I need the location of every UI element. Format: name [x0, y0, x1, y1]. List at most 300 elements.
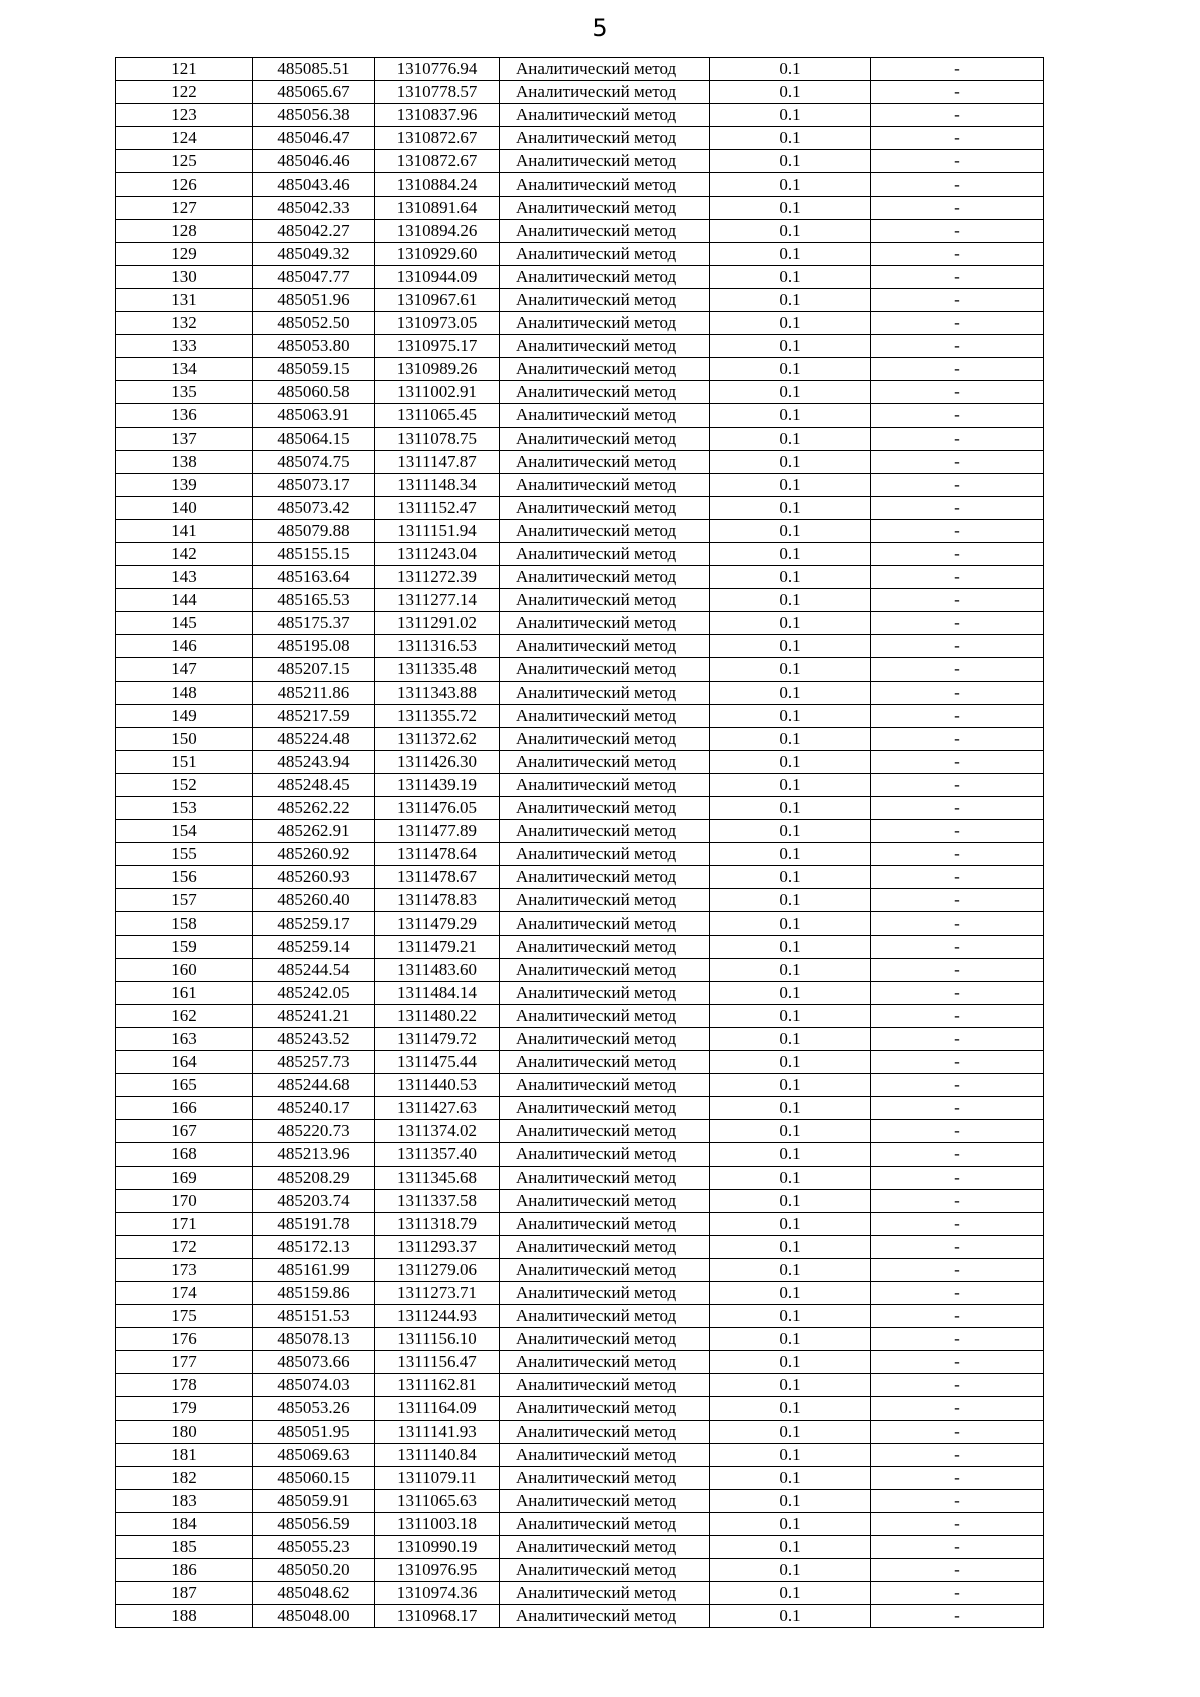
table-row: [116, 1443, 1044, 1466]
description-cell: -: [871, 473, 1044, 496]
method-cell: Аналитический метод: [500, 681, 710, 704]
point-number-cell: 121: [116, 58, 253, 81]
table-row: [116, 866, 1044, 889]
method-cell: Аналитический метод: [500, 820, 710, 843]
x-coordinate-cell: 485060.58: [253, 381, 375, 404]
accuracy-cell: 0.1: [710, 1605, 871, 1628]
point-number-cell: 152: [116, 773, 253, 796]
description-cell: -: [871, 1466, 1044, 1489]
y-coordinate-cell: 1310974.36: [375, 1582, 500, 1605]
description-cell: -: [871, 1027, 1044, 1050]
table-row: [116, 589, 1044, 612]
table-row: [116, 727, 1044, 750]
y-coordinate-cell: 1311478.67: [375, 866, 500, 889]
method-cell: Аналитический метод: [500, 866, 710, 889]
x-coordinate-cell: 485260.92: [253, 843, 375, 866]
method-cell: Аналитический метод: [500, 150, 710, 173]
accuracy-cell: 0.1: [710, 681, 871, 704]
y-coordinate-cell: 1311293.37: [375, 1235, 500, 1258]
point-number-cell: 182: [116, 1466, 253, 1489]
y-coordinate-cell: 1311479.72: [375, 1027, 500, 1050]
accuracy-cell: 0.1: [710, 1328, 871, 1351]
description-cell: -: [871, 265, 1044, 288]
description-cell: -: [871, 935, 1044, 958]
point-number-cell: 153: [116, 797, 253, 820]
point-number-cell: 173: [116, 1258, 253, 1281]
description-cell: -: [871, 219, 1044, 242]
x-coordinate-cell: 485049.32: [253, 242, 375, 265]
method-cell: Аналитический метод: [500, 265, 710, 288]
y-coordinate-cell: 1311483.60: [375, 958, 500, 981]
description-cell: -: [871, 612, 1044, 635]
point-number-cell: 166: [116, 1097, 253, 1120]
table-row: [116, 173, 1044, 196]
method-cell: Аналитический метод: [500, 127, 710, 150]
method-cell: Аналитический метод: [500, 219, 710, 242]
y-coordinate-cell: 1311316.53: [375, 635, 500, 658]
method-cell: Аналитический метод: [500, 1166, 710, 1189]
table-row: [116, 797, 1044, 820]
x-coordinate-cell: 485053.80: [253, 335, 375, 358]
accuracy-cell: 0.1: [710, 1027, 871, 1050]
method-cell: Аналитический метод: [500, 1305, 710, 1328]
point-number-cell: 172: [116, 1235, 253, 1258]
description-cell: -: [871, 288, 1044, 311]
table-row: [116, 519, 1044, 542]
description-cell: -: [871, 912, 1044, 935]
point-number-cell: 177: [116, 1351, 253, 1374]
y-coordinate-cell: 1311078.75: [375, 427, 500, 450]
accuracy-cell: 0.1: [710, 1582, 871, 1605]
description-cell: -: [871, 1420, 1044, 1443]
y-coordinate-cell: 1311156.47: [375, 1351, 500, 1374]
point-number-cell: 184: [116, 1512, 253, 1535]
description-cell: -: [871, 1189, 1044, 1212]
table-row: [116, 58, 1044, 81]
x-coordinate-cell: 485063.91: [253, 404, 375, 427]
accuracy-cell: 0.1: [710, 1235, 871, 1258]
x-coordinate-cell: 485213.96: [253, 1143, 375, 1166]
point-number-cell: 135: [116, 381, 253, 404]
accuracy-cell: 0.1: [710, 404, 871, 427]
point-number-cell: 185: [116, 1536, 253, 1559]
method-cell: Аналитический метод: [500, 1443, 710, 1466]
description-cell: -: [871, 1143, 1044, 1166]
description-cell: -: [871, 704, 1044, 727]
y-coordinate-cell: 1311484.14: [375, 981, 500, 1004]
accuracy-cell: 0.1: [710, 589, 871, 612]
point-number-cell: 181: [116, 1443, 253, 1466]
table-row: [116, 1166, 1044, 1189]
accuracy-cell: 0.1: [710, 797, 871, 820]
table-row: [116, 1305, 1044, 1328]
y-coordinate-cell: 1311244.93: [375, 1305, 500, 1328]
method-cell: Аналитический метод: [500, 589, 710, 612]
y-coordinate-cell: 1311345.68: [375, 1166, 500, 1189]
table-row: [116, 127, 1044, 150]
accuracy-cell: 0.1: [710, 219, 871, 242]
table-row: [116, 1466, 1044, 1489]
accuracy-cell: 0.1: [710, 1258, 871, 1281]
y-coordinate-cell: 1311152.47: [375, 496, 500, 519]
x-coordinate-cell: 485043.46: [253, 173, 375, 196]
description-cell: -: [871, 1051, 1044, 1074]
table-row: [116, 104, 1044, 127]
y-coordinate-cell: 1310968.17: [375, 1605, 500, 1628]
table-row: [116, 1212, 1044, 1235]
table-row: [116, 981, 1044, 1004]
description-cell: -: [871, 589, 1044, 612]
y-coordinate-cell: 1311162.81: [375, 1374, 500, 1397]
point-number-cell: 183: [116, 1489, 253, 1512]
y-coordinate-cell: 1310973.05: [375, 312, 500, 335]
x-coordinate-cell: 485243.94: [253, 750, 375, 773]
point-number-cell: 180: [116, 1420, 253, 1443]
method-cell: Аналитический метод: [500, 981, 710, 1004]
method-cell: Аналитический метод: [500, 1051, 710, 1074]
description-cell: -: [871, 242, 1044, 265]
point-number-cell: 187: [116, 1582, 253, 1605]
method-cell: Аналитический метод: [500, 658, 710, 681]
y-coordinate-cell: 1311372.62: [375, 727, 500, 750]
y-coordinate-cell: 1311151.94: [375, 519, 500, 542]
accuracy-cell: 0.1: [710, 150, 871, 173]
y-coordinate-cell: 1311291.02: [375, 612, 500, 635]
y-coordinate-cell: 1311243.04: [375, 542, 500, 565]
method-cell: Аналитический метод: [500, 727, 710, 750]
y-coordinate-cell: 1311477.89: [375, 820, 500, 843]
table-row: [116, 219, 1044, 242]
table-row: [116, 1074, 1044, 1097]
method-cell: Аналитический метод: [500, 1097, 710, 1120]
y-coordinate-cell: 1310975.17: [375, 335, 500, 358]
description-cell: -: [871, 1004, 1044, 1027]
table-row: [116, 196, 1044, 219]
point-number-cell: 150: [116, 727, 253, 750]
x-coordinate-cell: 485050.20: [253, 1559, 375, 1582]
description-cell: -: [871, 381, 1044, 404]
point-number-cell: 163: [116, 1027, 253, 1050]
point-number-cell: 141: [116, 519, 253, 542]
x-coordinate-cell: 485046.46: [253, 150, 375, 173]
y-coordinate-cell: 1310894.26: [375, 219, 500, 242]
accuracy-cell: 0.1: [710, 1420, 871, 1443]
method-cell: Аналитический метод: [500, 566, 710, 589]
description-cell: -: [871, 335, 1044, 358]
x-coordinate-cell: 485220.73: [253, 1120, 375, 1143]
method-cell: Аналитический метод: [500, 358, 710, 381]
description-cell: -: [871, 1605, 1044, 1628]
method-cell: Аналитический метод: [500, 473, 710, 496]
x-coordinate-cell: 485060.15: [253, 1466, 375, 1489]
x-coordinate-cell: 485047.77: [253, 265, 375, 288]
page-number: 5: [592, 14, 608, 42]
x-coordinate-cell: 485224.48: [253, 727, 375, 750]
y-coordinate-cell: 1311156.10: [375, 1328, 500, 1351]
accuracy-cell: 0.1: [710, 843, 871, 866]
y-coordinate-cell: 1311426.30: [375, 750, 500, 773]
point-number-cell: 171: [116, 1212, 253, 1235]
x-coordinate-cell: 485161.99: [253, 1258, 375, 1281]
description-cell: -: [871, 1489, 1044, 1512]
accuracy-cell: 0.1: [710, 542, 871, 565]
table-row: [116, 1004, 1044, 1027]
table-row: [116, 1097, 1044, 1120]
accuracy-cell: 0.1: [710, 1097, 871, 1120]
point-number-cell: 136: [116, 404, 253, 427]
table-row: [116, 958, 1044, 981]
method-cell: Аналитический метод: [500, 1004, 710, 1027]
accuracy-cell: 0.1: [710, 335, 871, 358]
x-coordinate-cell: 485244.54: [253, 958, 375, 981]
point-number-cell: 159: [116, 935, 253, 958]
method-cell: Аналитический метод: [500, 450, 710, 473]
accuracy-cell: 0.1: [710, 866, 871, 889]
x-coordinate-cell: 485048.00: [253, 1605, 375, 1628]
method-cell: Аналитический метод: [500, 912, 710, 935]
x-coordinate-cell: 485203.74: [253, 1189, 375, 1212]
x-coordinate-cell: 485046.47: [253, 127, 375, 150]
accuracy-cell: 0.1: [710, 1212, 871, 1235]
description-cell: -: [871, 1351, 1044, 1374]
x-coordinate-cell: 485073.17: [253, 473, 375, 496]
table-row: [116, 681, 1044, 704]
accuracy-cell: 0.1: [710, 519, 871, 542]
accuracy-cell: 0.1: [710, 1004, 871, 1027]
accuracy-cell: 0.1: [710, 58, 871, 81]
point-number-cell: 176: [116, 1328, 253, 1351]
y-coordinate-cell: 1310967.61: [375, 288, 500, 311]
y-coordinate-cell: 1310891.64: [375, 196, 500, 219]
point-number-cell: 145: [116, 612, 253, 635]
x-coordinate-cell: 485242.05: [253, 981, 375, 1004]
table-row: [116, 381, 1044, 404]
description-cell: -: [871, 173, 1044, 196]
x-coordinate-cell: 485244.68: [253, 1074, 375, 1097]
accuracy-cell: 0.1: [710, 889, 871, 912]
table-row: [116, 1397, 1044, 1420]
x-coordinate-cell: 485262.91: [253, 820, 375, 843]
method-cell: Аналитический метод: [500, 173, 710, 196]
method-cell: Аналитический метод: [500, 1397, 710, 1420]
description-cell: -: [871, 866, 1044, 889]
method-cell: Аналитический метод: [500, 843, 710, 866]
table-row: [116, 912, 1044, 935]
method-cell: Аналитический метод: [500, 1512, 710, 1535]
y-coordinate-cell: 1311273.71: [375, 1281, 500, 1304]
table-row: [116, 427, 1044, 450]
accuracy-cell: 0.1: [710, 981, 871, 1004]
point-number-cell: 169: [116, 1166, 253, 1189]
table-row: [116, 1258, 1044, 1281]
x-coordinate-cell: 485172.13: [253, 1235, 375, 1258]
table-row: [116, 1051, 1044, 1074]
x-coordinate-cell: 485073.66: [253, 1351, 375, 1374]
table-row: [116, 773, 1044, 796]
point-number-cell: 161: [116, 981, 253, 1004]
table-row: [116, 1420, 1044, 1443]
x-coordinate-cell: 485195.08: [253, 635, 375, 658]
x-coordinate-cell: 485042.33: [253, 196, 375, 219]
description-cell: -: [871, 1097, 1044, 1120]
table-row: [116, 612, 1044, 635]
x-coordinate-cell: 485159.86: [253, 1281, 375, 1304]
accuracy-cell: 0.1: [710, 912, 871, 935]
accuracy-cell: 0.1: [710, 658, 871, 681]
accuracy-cell: 0.1: [710, 935, 871, 958]
accuracy-cell: 0.1: [710, 450, 871, 473]
x-coordinate-cell: 485078.13: [253, 1328, 375, 1351]
x-coordinate-cell: 485056.38: [253, 104, 375, 127]
accuracy-cell: 0.1: [710, 1305, 871, 1328]
accuracy-cell: 0.1: [710, 1281, 871, 1304]
table-row: [116, 1582, 1044, 1605]
x-coordinate-cell: 485257.73: [253, 1051, 375, 1074]
y-coordinate-cell: 1310944.09: [375, 265, 500, 288]
table-row: [116, 1027, 1044, 1050]
x-coordinate-cell: 485211.86: [253, 681, 375, 704]
method-cell: Аналитический метод: [500, 58, 710, 81]
table-row: [116, 566, 1044, 589]
point-number-cell: 154: [116, 820, 253, 843]
description-cell: -: [871, 958, 1044, 981]
method-cell: Аналитический метод: [500, 312, 710, 335]
x-coordinate-cell: 485056.59: [253, 1512, 375, 1535]
accuracy-cell: 0.1: [710, 427, 871, 450]
x-coordinate-cell: 485059.91: [253, 1489, 375, 1512]
description-cell: -: [871, 1281, 1044, 1304]
table-row: [116, 889, 1044, 912]
y-coordinate-cell: 1310837.96: [375, 104, 500, 127]
x-coordinate-cell: 485074.75: [253, 450, 375, 473]
point-number-cell: 137: [116, 427, 253, 450]
description-cell: -: [871, 566, 1044, 589]
accuracy-cell: 0.1: [710, 958, 871, 981]
x-coordinate-cell: 485042.27: [253, 219, 375, 242]
table-row: [116, 1351, 1044, 1374]
point-number-cell: 127: [116, 196, 253, 219]
method-cell: Аналитический метод: [500, 427, 710, 450]
y-coordinate-cell: 1311164.09: [375, 1397, 500, 1420]
accuracy-cell: 0.1: [710, 1536, 871, 1559]
method-cell: Аналитический метод: [500, 1281, 710, 1304]
y-coordinate-cell: 1311427.63: [375, 1097, 500, 1120]
accuracy-cell: 0.1: [710, 750, 871, 773]
x-coordinate-cell: 485243.52: [253, 1027, 375, 1050]
y-coordinate-cell: 1310990.19: [375, 1536, 500, 1559]
x-coordinate-cell: 485163.64: [253, 566, 375, 589]
y-coordinate-cell: 1311355.72: [375, 704, 500, 727]
method-cell: Аналитический метод: [500, 104, 710, 127]
method-cell: Аналитический метод: [500, 1374, 710, 1397]
table-row: [116, 1235, 1044, 1258]
point-number-cell: 144: [116, 589, 253, 612]
method-cell: Аналитический метод: [500, 1258, 710, 1281]
x-coordinate-cell: 485059.15: [253, 358, 375, 381]
point-number-cell: 143: [116, 566, 253, 589]
y-coordinate-cell: 1311277.14: [375, 589, 500, 612]
x-coordinate-cell: 485259.17: [253, 912, 375, 935]
point-number-cell: 179: [116, 1397, 253, 1420]
description-cell: -: [871, 427, 1044, 450]
accuracy-cell: 0.1: [710, 312, 871, 335]
accuracy-cell: 0.1: [710, 820, 871, 843]
x-coordinate-cell: 485240.17: [253, 1097, 375, 1120]
method-cell: Аналитический метод: [500, 1120, 710, 1143]
y-coordinate-cell: 1311141.93: [375, 1420, 500, 1443]
point-number-cell: 138: [116, 450, 253, 473]
point-number-cell: 142: [116, 542, 253, 565]
x-coordinate-cell: 485064.15: [253, 427, 375, 450]
accuracy-cell: 0.1: [710, 104, 871, 127]
accuracy-cell: 0.1: [710, 288, 871, 311]
x-coordinate-cell: 485069.63: [253, 1443, 375, 1466]
description-cell: -: [871, 519, 1044, 542]
point-number-cell: 132: [116, 312, 253, 335]
accuracy-cell: 0.1: [710, 196, 871, 219]
x-coordinate-cell: 485065.67: [253, 81, 375, 104]
method-cell: Аналитический метод: [500, 1605, 710, 1628]
y-coordinate-cell: 1311479.29: [375, 912, 500, 935]
description-cell: -: [871, 635, 1044, 658]
table-row: [116, 473, 1044, 496]
description-cell: -: [871, 727, 1044, 750]
y-coordinate-cell: 1311335.48: [375, 658, 500, 681]
accuracy-cell: 0.1: [710, 1397, 871, 1420]
method-cell: Аналитический метод: [500, 935, 710, 958]
description-cell: -: [871, 773, 1044, 796]
point-number-cell: 123: [116, 104, 253, 127]
method-cell: Аналитический метод: [500, 1582, 710, 1605]
method-cell: Аналитический метод: [500, 635, 710, 658]
description-cell: -: [871, 1258, 1044, 1281]
description-cell: -: [871, 1120, 1044, 1143]
y-coordinate-cell: 1310929.60: [375, 242, 500, 265]
table-row: [116, 1489, 1044, 1512]
table-row: [116, 1536, 1044, 1559]
method-cell: Аналитический метод: [500, 1351, 710, 1374]
x-coordinate-cell: 485151.53: [253, 1305, 375, 1328]
description-cell: -: [871, 542, 1044, 565]
table-row: [116, 704, 1044, 727]
method-cell: Аналитический метод: [500, 1189, 710, 1212]
table-row: [116, 265, 1044, 288]
point-number-cell: 188: [116, 1605, 253, 1628]
point-number-cell: 175: [116, 1305, 253, 1328]
accuracy-cell: 0.1: [710, 635, 871, 658]
y-coordinate-cell: 1311147.87: [375, 450, 500, 473]
method-cell: Аналитический метод: [500, 773, 710, 796]
method-cell: Аналитический метод: [500, 496, 710, 519]
x-coordinate-cell: 485207.15: [253, 658, 375, 681]
point-number-cell: 146: [116, 635, 253, 658]
x-coordinate-cell: 485165.53: [253, 589, 375, 612]
table-row: [116, 750, 1044, 773]
point-number-cell: 134: [116, 358, 253, 381]
description-cell: -: [871, 1397, 1044, 1420]
method-cell: Аналитический метод: [500, 1074, 710, 1097]
accuracy-cell: 0.1: [710, 1351, 871, 1374]
y-coordinate-cell: 1311343.88: [375, 681, 500, 704]
description-cell: -: [871, 127, 1044, 150]
table-row: [116, 1189, 1044, 1212]
accuracy-cell: 0.1: [710, 358, 871, 381]
y-coordinate-cell: 1310872.67: [375, 127, 500, 150]
y-coordinate-cell: 1311148.34: [375, 473, 500, 496]
accuracy-cell: 0.1: [710, 727, 871, 750]
table-row: [116, 404, 1044, 427]
y-coordinate-cell: 1311374.02: [375, 1120, 500, 1143]
